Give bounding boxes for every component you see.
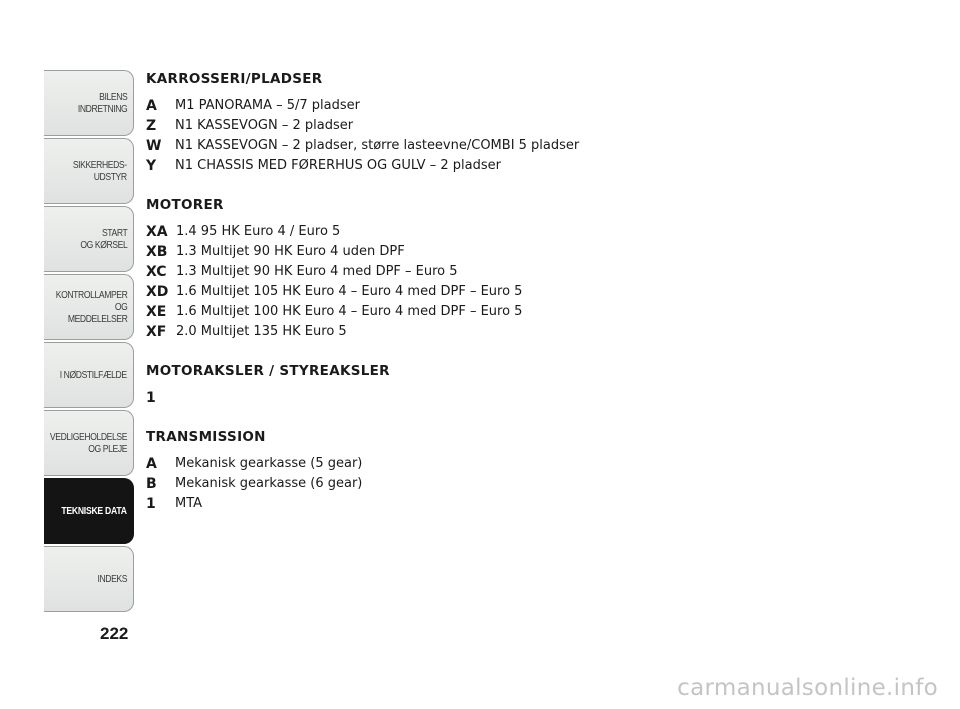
item-code: Z: [146, 118, 157, 134]
list-item: [146, 242, 746, 262]
list-item: [146, 474, 746, 494]
list-item: [146, 494, 746, 514]
list-item: [146, 156, 746, 176]
page-number: 222: [100, 624, 129, 643]
item-code: A: [146, 456, 157, 472]
item-code: B: [146, 476, 157, 492]
tab-kontrollamper[interactable]: [44, 274, 134, 340]
list-item: [146, 96, 746, 116]
section-heading: MOTORAKSLER / STYREAKSLER: [146, 363, 390, 379]
item-text: Mekanisk gearkasse (6 gear): [175, 476, 363, 491]
watermark: carmanualsonline.info: [677, 675, 938, 701]
section-motoraksler: [146, 362, 746, 408]
section-heading: KARROSSERI/PLADSER: [146, 71, 323, 87]
item-text: Mekanisk gearkasse (5 gear): [175, 456, 363, 471]
tab-label: KONTROLLAMPER OG MEDDELELSER: [55, 289, 127, 325]
tab-label: I NØDSTILFÆLDE: [60, 369, 127, 381]
tab-indeks[interactable]: [44, 546, 134, 612]
tab-label: START OG KØRSEL: [79, 227, 127, 251]
section-heading: MOTORER: [146, 197, 224, 213]
tab-sikkerhedsudstyr[interactable]: [44, 138, 134, 204]
chapter-tabs: [44, 70, 134, 614]
item-text: 1.3 Multijet 90 HK Euro 4 med DPF – Euro 5: [176, 264, 458, 279]
section-karrosseri: [146, 70, 746, 176]
list-item: [146, 322, 746, 342]
list-item: [146, 116, 746, 136]
section-transmission: [146, 428, 746, 514]
tab-label: SIKKERHEDS- UDSTYR: [73, 159, 127, 183]
item-text: N1 KASSEVOGN – 2 pladser: [175, 118, 354, 133]
tab-i-nodstilfaelde[interactable]: [44, 342, 134, 408]
tab-label: VEDLIGEHOLDELSE OG PLEJE: [49, 431, 127, 455]
item-text: 1.4 95 HK Euro 4 / Euro 5: [176, 224, 341, 239]
item-code: XB: [146, 244, 168, 260]
section-motorer: [146, 196, 746, 342]
item-text: M1 PANORAMA – 5/7 pladser: [175, 98, 361, 113]
item-text: N1 CHASSIS MED FØRERHUS OG GULV – 2 pladser: [175, 158, 501, 173]
list-item: [146, 282, 746, 302]
item-text: 1.6 Multijet 105 HK Euro 4 – Euro 4 med DPF – Euro 5: [176, 284, 523, 299]
tab-vedligeholdelse[interactable]: [44, 410, 134, 476]
item-code: Y: [146, 158, 157, 174]
tab-label: BILENS INDRETNING: [77, 91, 127, 115]
item-code: W: [146, 138, 162, 154]
item-text: 2.0 Multijet 135 HK Euro 5: [176, 324, 347, 339]
list-item: [146, 302, 746, 322]
item-code: XC: [146, 264, 167, 280]
item-code: 1: [146, 496, 156, 512]
tab-bilens-indretning[interactable]: [44, 70, 134, 136]
tab-start-og-korsel[interactable]: [44, 206, 134, 272]
list-item: [146, 262, 746, 282]
item-code: XE: [146, 304, 167, 320]
axle-value: 1: [146, 390, 156, 406]
item-code: A: [146, 98, 157, 114]
main-content: [146, 70, 746, 534]
list-item: [146, 222, 746, 242]
item-text: 1.3 Multijet 90 HK Euro 4 uden DPF: [176, 244, 405, 259]
tab-label: TEKNISKE DATA: [61, 505, 127, 517]
item-text: N1 KASSEVOGN – 2 pladser, større lasteevne/COMBI 5 pladser: [175, 138, 580, 153]
item-text: 1.6 Multijet 100 HK Euro 4 – Euro 4 med DPF – Euro 5: [176, 304, 523, 319]
item-code: XA: [146, 224, 168, 240]
tab-tekniske-data[interactable]: [44, 478, 134, 544]
section-heading: TRANSMISSION: [146, 429, 266, 445]
list-item: [146, 454, 746, 474]
tab-label: INDEKS: [97, 573, 127, 585]
item-text: MTA: [175, 496, 203, 511]
item-code: XF: [146, 324, 167, 340]
list-item: [146, 136, 746, 156]
item-code: XD: [146, 284, 169, 300]
